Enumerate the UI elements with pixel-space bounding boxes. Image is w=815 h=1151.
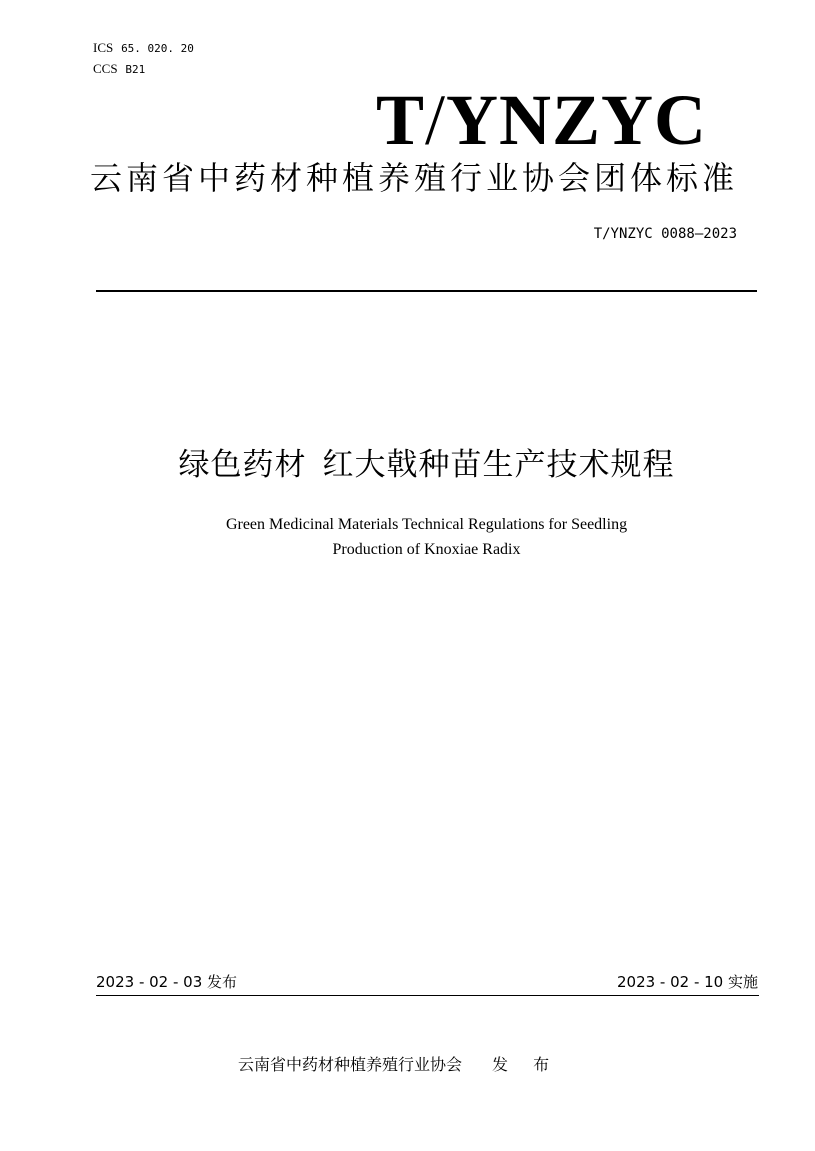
- organization-standard-heading: 云南省中药材种植养殖行业协会团体标准: [90, 159, 739, 197]
- title-chinese-part2: 红大戟种苗生产技术规程: [322, 447, 675, 483]
- ccs-code: B21: [125, 63, 146, 76]
- header-divider: [96, 290, 757, 292]
- release-date: 2023 - 02 - 03 发布: [96, 973, 238, 991]
- implementation-date: 2023 - 02 - 10 实施: [616, 973, 758, 991]
- logo-slash: /: [424, 80, 446, 160]
- standard-logo: [376, 80, 707, 160]
- publisher-line: [238, 1054, 559, 1076]
- ics-classification: [93, 41, 194, 56]
- logo-suffix: YNZYC: [445, 80, 707, 160]
- title-english-line2: Production of Knoxiae Radix: [332, 541, 521, 558]
- ics-code: 65. 020. 20: [121, 42, 194, 55]
- publisher-action: 发 布: [492, 1055, 560, 1074]
- logo-prefix: T: [375, 80, 425, 160]
- title-english-line1: Green Medicinal Materials Technical Regulations for Seedling: [225, 516, 628, 533]
- title-chinese-part1: 绿色药材: [178, 447, 307, 483]
- ics-label: ICS: [93, 40, 114, 55]
- ccs-label: CCS: [93, 61, 118, 76]
- ccs-classification: [93, 62, 145, 77]
- title-chinese: [0, 442, 815, 488]
- standard-number: T/YNZYC 0088—2023: [593, 226, 737, 242]
- footer-divider: [96, 995, 759, 996]
- publisher-name: 云南省中药材种植养殖行业协会: [238, 1055, 463, 1074]
